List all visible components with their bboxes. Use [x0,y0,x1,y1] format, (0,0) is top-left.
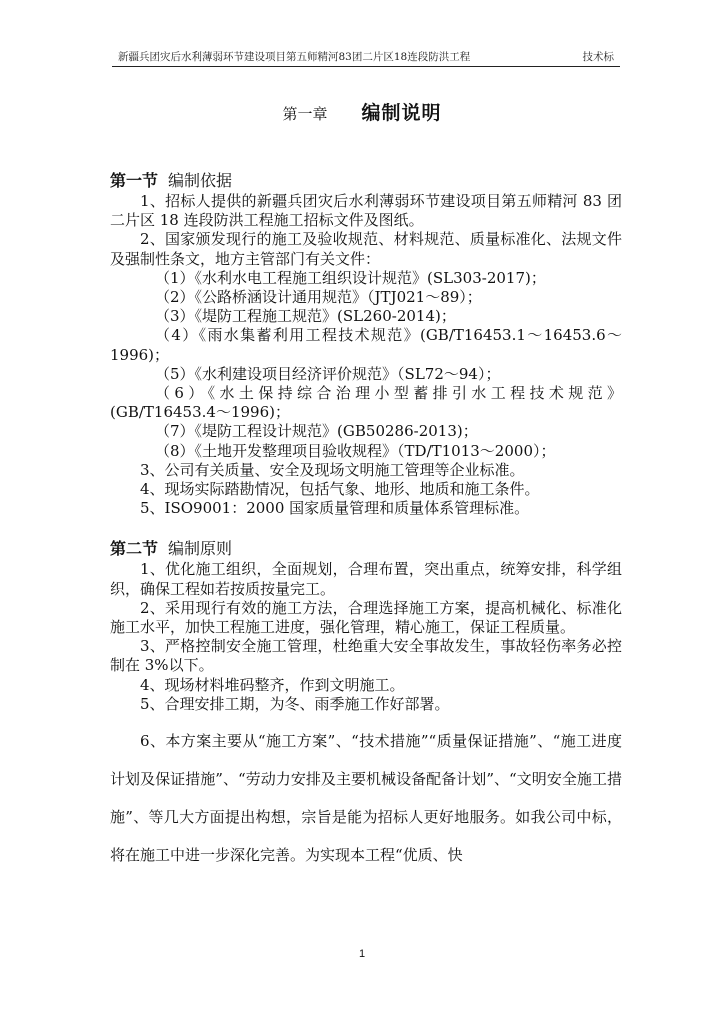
standard-item: （3）《堤防工程施工规范》(SL260-2014)； [155,307,456,326]
header-label: 技术标 [582,51,614,63]
principle-item: 2、采用现行有效的施工方法，合理选择施工方案，提高机械化、标准化施工水平，加快工程施工进度，强化管理，精心施工，保证工程质量。 [110,598,622,637]
section-title: 编制原则 [168,539,233,559]
chapter-number: 第一章 [282,105,328,123]
standard-item: （7）《堤防工程设计规范》(GB50286-2013)； [155,422,478,441]
chapter-heading: 编制说明 [361,102,442,124]
chapter-title [0,101,724,126]
standard-item: （6）《水土保持综合治理小型蓄排引水工程技术规范》(GB/T16453.4～1996)； [110,384,622,422]
principle-item: 5、合理安排工期，为冬、雨季施工作好部署。 [140,694,450,713]
standard-item: （2）《公路桥涵设计通用规范》（JTJ021～89）； [155,288,482,307]
page-number: 1 [358,948,366,960]
closing-paragraph: 6、本方案主要从“施工方案”、“技术措施”“质量保证措施”、“施工进度计划及保证措施”、“劳动力安排及主要机械设备配备计划”、“文明安全施工措施”、等几大方面提出构想，宗旨是能为招标人更好地服务。如我公司中标，将在施工中进一步深化完善。为实现本工程“优质、快 [110,732,622,865]
standard-item: （1）《水利水电工程施工组织设计规范》(SL303-2017)； [155,268,546,287]
section-heading-principles [110,538,622,560]
basis-item: 3、公司有关质量、安全及现场文明施工管理等企业标准。 [140,460,525,479]
section-number: 第二节 [110,539,159,559]
section-title: 编制依据 [168,171,233,190]
basis-item: 4、现场实际踏勘情况，包括气象、地形、地质和施工条件。 [140,480,540,499]
principle-item: 4、现场材料堆码整齐，作到文明施工。 [140,675,405,694]
basis-item: 2、国家颁发现行的施工及验收规范、材料规范、质量标准化、法规文件及强制性条文，地方主管部门有关文件： [110,230,622,268]
standard-item: （4）《雨水集蓄利用工程技术规范》(GB/T16453.1～16453.6～1996)； [110,326,622,364]
page-header [112,48,620,67]
section-number: 第一节 [110,171,159,190]
header-title: 新疆兵团灾后水利薄弱环节建设项目第五师精河83团二片区18连段防洪工程 [118,51,471,63]
document-body [110,170,622,874]
standard-item: （5）《水利建设项目经济评价规范》（SL72～94）； [155,364,501,383]
principle-item: 3、严格控制安全施工管理，杜绝重大安全事故发生，事故轻伤率务必控制在 3%以下。 [110,637,622,675]
section-heading-basis [110,170,622,192]
basis-item: 1、招标人提供的新疆兵团灾后水利薄弱环节建设项目第五师精河 83 团二片区 18 连段防洪工程施工招标文件及图纸。 [110,192,622,230]
standard-item: （8）《土地开发整理项目验收规程》（TD/T1013～2000）； [155,441,556,460]
principle-item: 1、优化施工组织，全面规划，合理布置，突出重点，统筹安排，科学组织，确保工程如若按质按量完工。 [110,560,622,598]
basis-item: 5、ISO9001：2000 国家质量管理和质量体系管理标准。 [140,499,530,518]
